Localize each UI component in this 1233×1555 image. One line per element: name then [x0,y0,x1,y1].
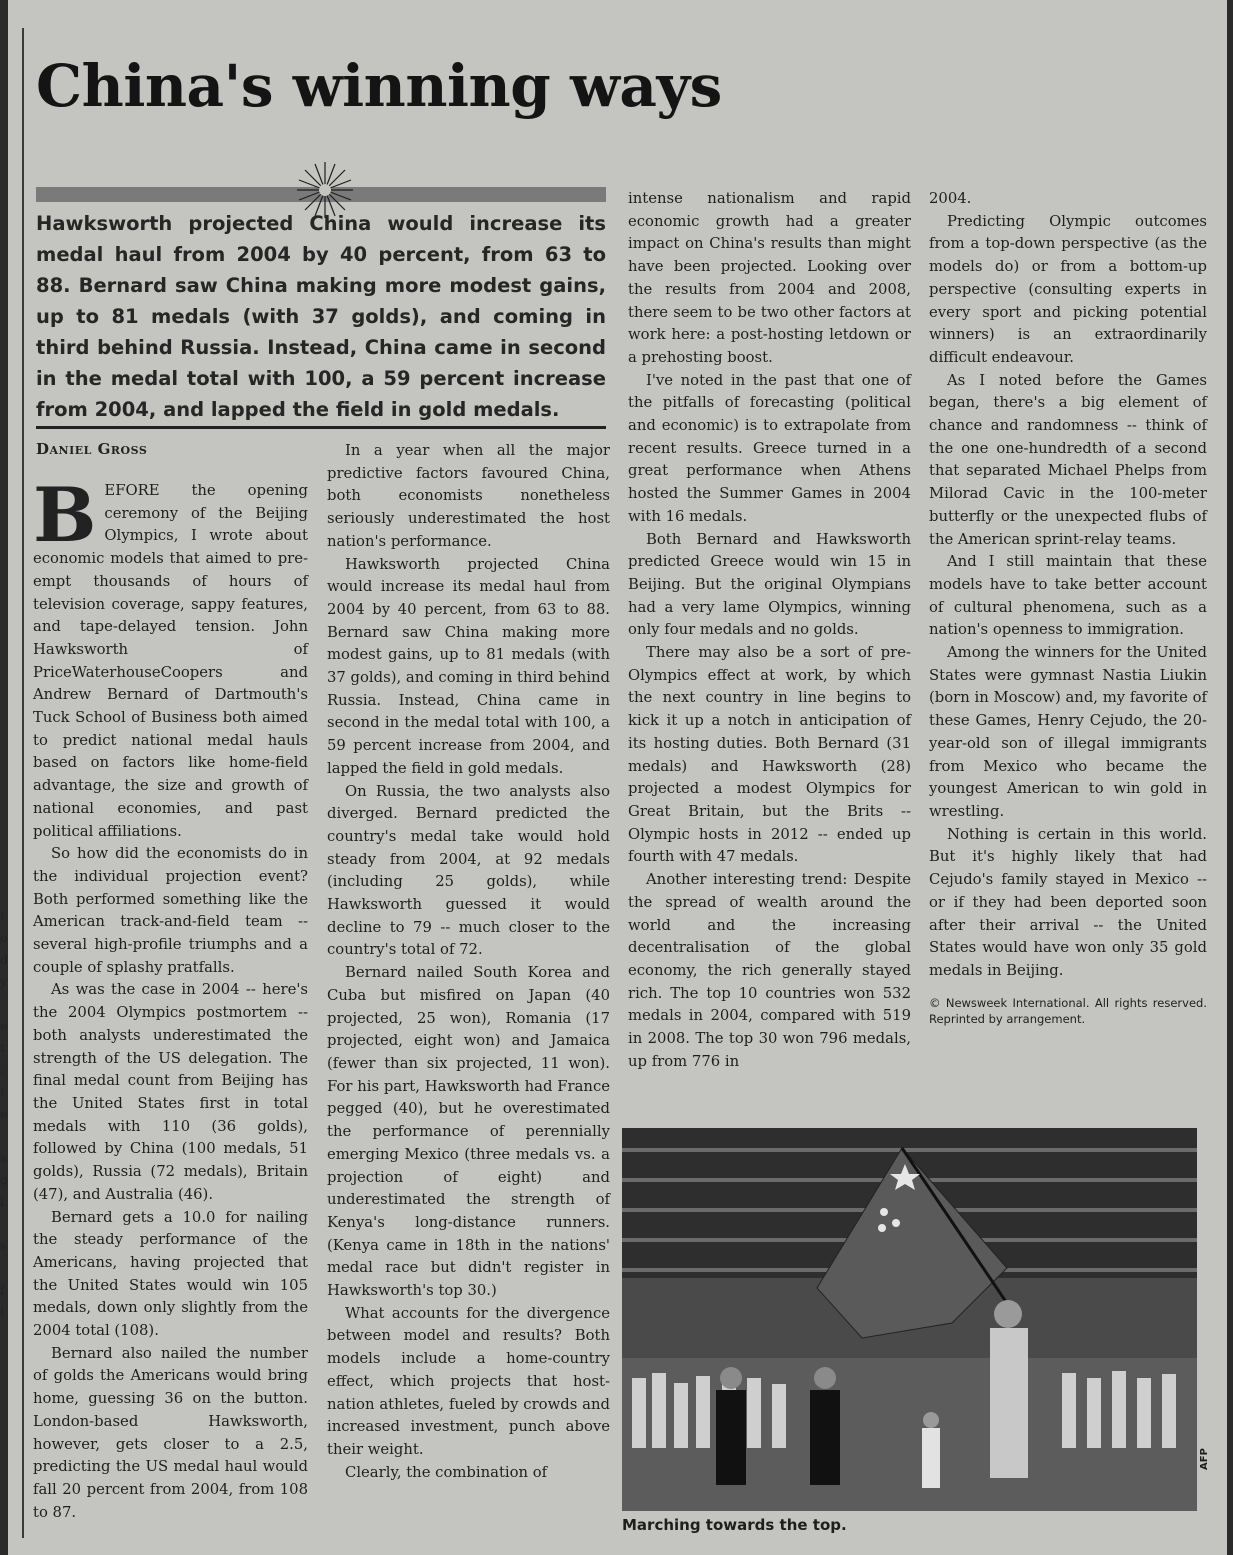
paragraph: Another interesting trend: Despite the spread of wealth around the world and the increasing decentralisation of the global economy, the rich generally stayed rich. The top 10 countries won 532 medals in 2004, compared with 519 in 2008. The top 30 won 796 medals, up from 776 in [628,871,911,1070]
paragraph: Predicting Olympic outcomes from a top-down perspective (as the models do) or from a bottom-up perspective (consulting experts in every sport and picking potential winners) is an extraordinarily difficult endeavour. [929,212,1207,366]
edge-fragment: f [0,1283,5,1297]
deck-rule [36,426,606,429]
paragraph: Hawksworth projected China would increase its medal haul from 2004 by 40 percent, from 63 to 88. Bernard saw China making more modest gains, up to 81 medals (with 37 golds), and coming in third behind Russia. Instead, China came in second in the medal total with 100, a 59 percent increase from 2004, and lapped the field in gold medals. [327,555,610,777]
paragraph: Bernard nailed South Korea and Cuba but misfired on Japan (40 projected, 25 won), Romania (17 projected, eight won) and Jamaica (fewer than six projected, 11 won). For his part, Hawksworth had France pegged (40), but he overestimated the performance of perennially emerging Mexico (three medals vs. a projection of eight) and underestimated the strength of Kenya's long-distance runners. (Kenya came in 18th in the nations' medal race but didn't register in Hawksworth's top 30.) [327,964,610,1300]
photo-flag-bearer [622,1128,1197,1511]
paragraph: As was the case in 2004 -- here's the 2004 Olympics postmortem -- both analysts underestimated the strength of the US delegation. The final medal count from Beijing has the United States first in total medals with 110 (36 golds), followed by China (100 medals, 51 golds), Russia (72 medals), Britain (47), and Australia (46). [33,981,308,1203]
edge-fragment: l [0,1305,4,1319]
column-4 [929,188,1207,1027]
paragraph: As I noted before the Games began, there's a big element of chance and randomness -- think of the one one-hundredth of a second that separated Michael Phelps from Milorad Cavic in the 100-meter butterfly or the unexpected flubs of the American sprint-relay teams. [929,371,1207,548]
paragraph: In a year when all the major predictive factors favoured China, both economists nonetheless seriously underestimated the host nation's performance. [327,442,610,550]
edge-fragment: e [0,1107,8,1121]
paragraph: So how did the economists do in the individual projection event? Both performed something like the American track-and-field team -- several high-profile triumphs and a couple of splashy pratfalls. [33,845,308,976]
paragraph: Bernard also nailed the number of golds the Americans would bring home, guessing 36 on the button. London-based Hawksworth, however, gets closer to a 2.5, predicting the US medal haul would fall 20 percent from 2004, from 108 to 87. [33,1344,308,1521]
edge-fragment: t [0,1041,5,1055]
edge-fragment [0,1257,10,1279]
drop-cap: B [33,471,97,559]
paragraph: Both Bernard and Hawksworth predicted Greece would win 15 in Beijing. But the original Olympians had a very lame Olympics, winning only four medals and no golds. [628,530,911,639]
edge-fragment: l [0,1195,4,1209]
edge-fragment: y [0,975,7,989]
photo-caption: Marching towards the top. [622,1516,847,1534]
edge-fragment: e [0,1019,8,1033]
paragraph: intense nationalism and rapid economic growth had a greater impact on China's results than might have been projected. Looking over the results from 2004 and 2008, there seem to be two other factors at work here: a post-hosting letdown or a prehosting boost. [628,190,911,366]
paragraph: What accounts for the divergence between model and results? Both models include a home-country effect, which projects that host-nation athletes, fueled by crowds and increased investment, punch above their weight. [327,1304,610,1458]
photo-credit: AFP [1199,1448,1210,1470]
column-rule [22,28,24,1538]
paragraph: Nothing is certain in this world. But it's highly likely that had Cejudo's family stayed in Mexico -- or if they had been deported soon after their arrival -- the United States would have won only 35 gold medals in Beijing. [929,825,1207,979]
paragraph: Among the winners for the United States were gymnast Nastia Liukin (born in Moscow) and, my favorite of these Games, Henry Cejudo, the 20-year-old son of illegal immigrants from Mexico who became the youngest American to win gold in wrestling. [929,644,1207,820]
byline: Daniel Gross [36,440,148,458]
paragraph: 2004. [929,190,972,207]
edge-fragment [0,1213,10,1235]
paragraph: Bernard gets a 10.0 for nailing the steady performance of the Americans, having projected that the United States would win 105 medals, down only slightly from the 2004 total (108). [33,1208,308,1340]
column-2 [327,440,610,1484]
page-right-edge [1227,0,1233,1555]
adjacent-article-fragments [0,905,10,1323]
edge-fragment: s [0,1239,7,1253]
paragraph: On Russia, the two analysts also diverged. Bernard predicted the country's medal take would hold steady from 2004, at 92 medals (including 25 golds), while Hawksworth guessed it would decline to 79 -- much closer to the country's total of 72. [327,782,610,959]
headline: China's winning ways [36,52,722,120]
column-3 [628,188,911,1073]
edge-fragment: o [0,931,8,945]
edge-fragment: : [0,1063,5,1077]
edge-fragment: d [0,953,8,967]
paragraph: BEFORE the opening ceremony of the Beijing Olympics, I wrote about economic models that aimed to pre-empt thousands of hours of television coverage, sappy features, and tape-delayed tension. John Hawksworth of PriceWaterhouseCoopers and Andrew Bernard of Dartmouth's Tuck School of Business both aimed to predict national medal hauls based on factors like home-field advantage, the size and growth of national economies, and past political affiliations. [33,471,308,840]
copyright-notice: © Newsweek International. All rights reserved. Reprinted by arrangement. [929,995,1207,1026]
edge-fragment [0,993,10,1015]
deck-pullquote: Hawksworth projected China would increase its medal haul from 2004 by 40 percent, from 63 to 88. Bernard saw China making more modest gains, up to 81 medals (with 37 golds), and coming in third behind Russia. Instead, China came in second in the medal total with 100, a 59 percent increase from 2004, and lapped the field in gold medals. [36,212,606,421]
paragraph: I've noted in the past that one of the pitfalls of forecasting (political and economic) is to extrapolate from recent results. Greece turned in a great performance when Athens hosted the Summer Games in 2004 with 16 medals. [628,371,911,525]
column-1 [33,471,308,1524]
paragraph: And I still maintain that these models have to take better account of cultural phenomena, such as a nation's openness to immigration. [929,553,1207,639]
edge-fragment: g [0,1173,8,1187]
edge-fragment: t [0,909,5,923]
edge-fragment: a [0,1151,8,1165]
paragraph: Clearly, the combination of [345,1463,548,1481]
edge-fragment [0,1125,10,1147]
edge-fragment: t [0,1085,5,1099]
paragraph: There may also be a sort of pre-Olympics effect at work, by which the next country in line begins to kick it up a notch in anticipation of its hosting duties. Both Bernard (31 medals) and Hawksworth (28) projected a modest Olympics for Great Britain, but the Brits -- Olympic hosts in 2012 -- ended up fourth with 47 medals. [628,644,911,866]
